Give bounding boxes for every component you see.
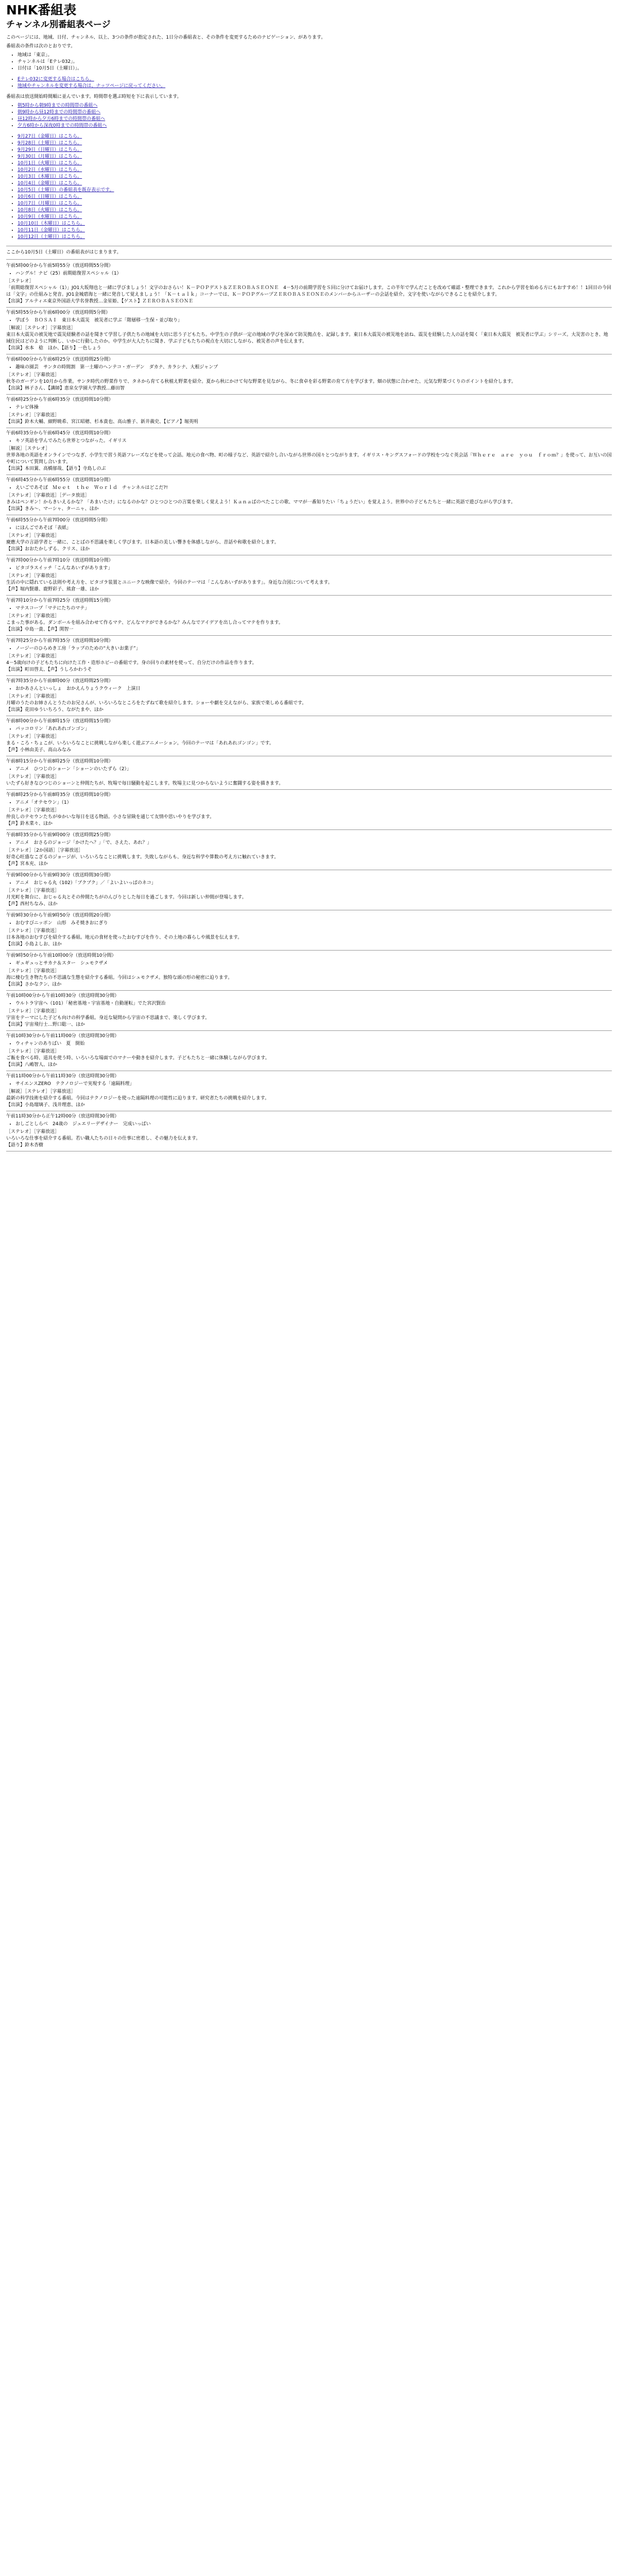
program-slot [6, 678, 612, 716]
program-title: • 学ぼう ＢＯＳＡＩ 東日本大震災 被災者に学ぶ「階層移一生保・並び取り」 [15, 317, 612, 324]
date-link-item [18, 154, 612, 160]
program-tags: ［ステレオ］ [6, 279, 34, 284]
condition-item: • 地域は「東京」。 [18, 52, 612, 59]
program-title: • にほんごであそぼ「表紙」 [15, 525, 612, 532]
program-detail-list [6, 766, 612, 773]
program-detail-list [6, 317, 612, 324]
program-cast: 【声】鈴木菜々、ほか [6, 821, 53, 826]
program-time: 午前9時30分から午前9時50分（放送時間20分間） [6, 913, 113, 918]
program-cast: 【出演】おおたかしずる、クリス、ほか [6, 547, 90, 552]
program-tags: ［ステレオ］［字幕放送］ [6, 1009, 60, 1014]
date-link-current[interactable]: 10月5日（土曜日）の番組表を既存表示です。 [18, 188, 114, 193]
date-link[interactable]: 10月2日（水曜日）はこちら。 [18, 167, 82, 173]
program-title: • ウルトラ宇宙へ（101）「秘密基地・宇宙基地・自動運転」でた宮沢賢治 [15, 1001, 612, 1007]
program-tags: ［ステレオ］［字幕放送］ [6, 928, 60, 934]
program-tags: ［解説］［ステレオ］ [6, 446, 50, 451]
program-desc: 宇宙をテーマにした子ども向けの科学番組。身近な疑問から宇宙の不思議まで、楽しく学びます。 [6, 1015, 210, 1021]
program-desc: 生活の中に隠れている法則や考え方を、ピタゴラ装置とユニークな映像で紹介。今回のテーマは「こんなあいずがあります」。身近な合図について考えます。 [6, 580, 333, 585]
program-desc: 海に棲む生き物たちの不思議な生態を紹介する番組。今回はシュモクザメ。独特な頭の形の秘密に迫ります。 [6, 975, 233, 980]
program-detail-list [6, 565, 612, 572]
date-link[interactable]: 10月4日（金曜日）はこちら。 [18, 181, 82, 186]
program-slot [6, 430, 612, 475]
program-cast: 【声】宮本充、ほか [6, 861, 48, 867]
program-slot [6, 1113, 612, 1151]
program-time: 午前6時00分から午前6時25分（放送時間25分間） [6, 357, 113, 362]
program-cast: 【出演】アルティエ東京外国語大学名誉教授…金星姫、【ゲスト】ＺＥＲＯＢＡＳＥＯＮＥ [6, 299, 194, 304]
program-title: • おかあさんといっしょ おかえんりょうクウィーク 上演日 [15, 686, 612, 692]
program-cast: 【出演】八嶋智人、ほか [6, 1062, 58, 1067]
program-detail-list [6, 438, 612, 445]
program-slot [6, 792, 612, 830]
date-link[interactable]: 9月30日（月曜日）はこちら。 [18, 154, 82, 159]
program-desc: 月曜のうたのお姉さんとうたのお兄さんが、いろいろなところをたずねて歌を紹介します。ショーや劇を交えながら、家族で楽しめる番組です。 [6, 701, 307, 706]
date-link[interactable]: 10月10日（木曜日）はこちら。 [18, 221, 85, 226]
program-slot [6, 397, 612, 428]
program-slot [6, 557, 612, 596]
time-link-item [18, 123, 612, 129]
program-tags: ［ステレオ］［字幕放送］ [6, 774, 60, 779]
date-link[interactable]: 10月8日（火曜日）はこちら。 [18, 208, 82, 213]
program-cast: 【出演】林子さん、【講師】恵泉女学園大学教授…藤田智 [6, 386, 125, 391]
date-link-item [18, 214, 612, 221]
time-link-morning[interactable]: 朝9時から昼12時までの時間帯の番組へ [18, 110, 101, 115]
program-title: • おしごとしらべ 24歳の ジュエリーデザイナー 完成いっぱい [15, 1121, 612, 1128]
date-link[interactable]: 10月9日（水曜日）はこちら。 [18, 214, 82, 219]
program-list [6, 263, 612, 1151]
nav-note: 番組表は放送開始時間順に並んでいます。時間帯を選ぶ時短を下に表示しています。 [6, 94, 182, 99]
program-tags: ［ステレオ］［字幕放送］ [6, 372, 60, 378]
program-time: 午前6時35分から午前6時45分（放送時間10分間） [6, 431, 113, 436]
program-title: • サイエンスZERO テクノロジーで実現する「遠隔料理」 [15, 1081, 612, 1088]
program-cast: 【出演】さかなクン、ほか [6, 982, 62, 987]
conditions-list [6, 52, 612, 72]
program-tags: ［ステレオ］［字幕放送］ [6, 808, 60, 813]
program-time: 午前11時30分から正午12時00分（放送時間30分間） [6, 1114, 119, 1119]
date-link[interactable]: 10月11日（金曜日）はこちら。 [18, 228, 85, 233]
program-time: 午前7時25分から午前7時35分（放送時間10分間） [6, 638, 113, 643]
divider [6, 595, 612, 596]
program-tags: ［ステレオ］［字幕放送］ [6, 573, 60, 579]
program-slot [6, 912, 612, 951]
date-link-item [18, 207, 612, 214]
program-detail-list [6, 960, 612, 967]
program-slot [6, 832, 612, 870]
date-link[interactable]: 9月29日（日曜日）はこちら。 [18, 147, 82, 152]
program-desc: 「前期総復習スペシャル（1）」JO1大坂翔也と一緒に学びましょう！文字のおさらい！Ｋ－ＰＯＰデスト＆ＺＥＲＯＢＡＳＥＯＮＥ 4－5月の前期学習をＳ回に分けてお届けします。この半年で学んだことを改めて確認・整理できます。これから学習を始める方にもおすすめ！！1回目の今回は「文字」の仕組みと発音。JO1金城碧海と一緒に発音して覚えましょう！「Ｋ－ｔａｌｋ」コーナーでは、Ｋ－ＰＯＰグループＺＥＲＯＢＡＳＥＯＮＥのメンバーからユーザーの会話を紹介。文字を使いながらできることを紹介します。 [6, 285, 611, 297]
program-tags: ［ステレオ］［字幕放送］ [6, 1129, 60, 1134]
program-time: 午前8時25分から午前8時35分（放送時間10分間） [6, 792, 113, 798]
schedule-intro: ここから10月5日（土曜日）の番組表がはじまります。 [6, 250, 122, 255]
date-link-item [18, 133, 612, 140]
program-detail-list [6, 270, 612, 277]
divider [6, 789, 612, 790]
program-slot [6, 357, 612, 395]
program-desc: こまった事がある。ダンボールを組み合わせて作るマテ、どんなマテができるかな？みんなでアイデアを出し合ってマテを作ります。 [6, 620, 283, 625]
program-title: • アニメ おじゃる丸（102）「プクプク」／「よいよいっぱのネコ」 [15, 880, 612, 887]
divider [6, 829, 612, 830]
program-time: 午前6時55分から午前7時00分（放送時間5分間） [6, 518, 111, 523]
program-detail-list [6, 605, 612, 612]
divider [6, 259, 612, 260]
program-desc: まる・ころ・ちょこが、いろいろなことに挑戦しながら楽しく遊ぶアニメーション。今回のテーマは「あれあれゴンゴン」です。 [6, 741, 274, 746]
program-time: 午前6時25分から午前6時35分（放送時間10分間） [6, 397, 113, 402]
program-tags: ［解説］［ステレオ］［字幕放送］ [6, 1089, 76, 1094]
program-cast: 【声】小林由美子、高山みなみ [6, 748, 72, 753]
program-tags: ［解説］［ステレオ］［字幕放送］ [6, 326, 76, 331]
program-title: • ウィチャンのありばい 夏 開始 [15, 1041, 612, 1047]
date-links [6, 133, 612, 241]
change-link-item [18, 76, 612, 83]
time-link-afternoon[interactable]: 昼12時から夕方6時までの時間帯の番組へ [18, 116, 106, 122]
program-time: 午前8時00分から午前8時15分（放送時間15分間） [6, 719, 113, 724]
program-slot [6, 1033, 612, 1071]
program-title: • アニメ おさるのジョージ「かけたへ？」「で、さえた、あれ？」 [15, 840, 612, 846]
program-detail-list [6, 686, 612, 692]
program-tags: ［ステレオ］［2か国語］［字幕放送］ [6, 848, 83, 853]
change-links [6, 76, 612, 90]
program-time: 午前9時00分から午前9時30分（放送時間30分間） [6, 873, 113, 878]
divider [6, 675, 612, 676]
time-link-evening[interactable]: 夕方6時から深夜0時までの時間帯の番組へ [18, 123, 107, 128]
site-title: NHK番組表 [6, 3, 77, 18]
program-desc: 最新の科学技術を紹介する番組。今回はテクノロジーを使った遠隔料理の可能性に迫ります。研究者たちの挑戦を紹介します。 [6, 1096, 270, 1101]
date-link-item [18, 180, 612, 187]
program-slot [6, 1073, 612, 1111]
program-cast: 【出演】小島よしお、ほか [6, 942, 62, 947]
program-detail-list [6, 525, 612, 532]
program-desc: 好奇心旺盛なこざるのジョージが、いろいろなことに挑戦します。失敗しながらも、身近な科学や算数の考え方に触れていきます。 [6, 855, 279, 860]
back-to-top-link[interactable]: 地域やチャンネルを変更する場合は、ナッツページに戻ってください。 [18, 83, 166, 89]
change-link-item [18, 83, 612, 90]
program-desc: いろいろな仕事を紹介する番組。若い職人たちの日々の仕事に密着し、その魅力を伝えます。 [6, 1136, 201, 1141]
program-time: 午前9時50分から午前10時00分（放送時間10分間） [6, 953, 116, 958]
program-time: 午前7時10分から午前7時25分（放送時間15分間） [6, 598, 113, 603]
program-title: • おむすびニッポン 山形 みそ焼きおにぎり [15, 920, 612, 927]
program-detail-list [6, 485, 612, 492]
program-cast: 【出演】水本 稔 ほか、【語り】一色しょう [6, 346, 101, 351]
change-channel-link[interactable]: Eテレ032に変更する場合はこちら。 [18, 77, 94, 82]
program-desc: 秋冬のガーデンを10月から作業。サンタ時代の野菜作りで、タネから育てる秋植え野菜を紹介。夏から秋にかけて旬な野菜を見ながら、冬に食卓を彩る野菜の育て方を学びます。畑の状態に合わせた、元気な野菜づくりのポイントを紹介します。 [6, 379, 516, 384]
program-title: • マテスコープ「マテにたちのマテ」 [15, 605, 612, 612]
program-detail-list [6, 880, 612, 887]
divider [6, 950, 612, 951]
program-time: 午前10時00分から午前10時30分（放送時間30分間） [6, 993, 119, 998]
program-detail-list [6, 920, 612, 927]
program-cast: 【声】堀内賢雄、鹿野彩子、熊倉一雄、ほか [6, 587, 99, 592]
program-detail-list [6, 1001, 612, 1007]
program-tags: ［ステレオ］［字幕放送］ [6, 694, 60, 699]
program-title: • アニメ「オテセウン」（1） [15, 800, 612, 806]
program-detail-list [6, 800, 612, 806]
date-link[interactable]: 9月27日（金曜日）はこちら。 [18, 134, 82, 139]
program-tags: ［ステレオ］［字幕放送］ [6, 533, 60, 538]
program-cast: 【出演】本田翼、高橋郁哉、【語り】寺島しのぶ [6, 466, 106, 471]
program-desc: ご飯を食べる時、道具を使う時、いろいろな場面でのマナーや動きを紹介します。子どもたちと一緒に体験しながら学びます。 [6, 1056, 270, 1061]
page-title: チャンネル別番組表ページ [6, 20, 111, 30]
date-link-item [18, 200, 612, 207]
date-link-item [18, 174, 612, 180]
program-detail-list [6, 1081, 612, 1088]
program-desc: きみはペンギン！からきいえるかな？「あまいたけ」になるのかな？ひとつひとつの言葉を楽しく覚えよう！Ｋａｎａぱのぺたこじの歌、ママが一番知りたい「ちょうだい」を覚えよう。世界中の子どもたちと一緒に英語で遊びながら学びます。 [6, 500, 516, 505]
program-detail-list [6, 364, 612, 371]
program-time: 午前5時00分から午前5時55分（放送時間55分間） [6, 263, 113, 268]
program-title: • 趣味の園芸 サンタの時間割 第一土曜のヘンテコ・ガーデン ダカナ、カラシナ、大根ジャンプ [15, 364, 612, 371]
divider [6, 1030, 612, 1031]
program-title: • テレビ体操 [15, 404, 612, 411]
page [0, 0, 618, 1151]
program-slot [6, 758, 612, 790]
program-time: 午前5時55分から午前6時00分（放送時間5分間） [6, 310, 111, 315]
divider [6, 307, 612, 308]
program-tags: ［ステレオ］［字幕放送］［データ放送］ [6, 493, 90, 498]
program-title: • えいごであそぼ Ｍｅｅｔ ｔｈｅ Ｗｏｒｌｄ チャンネルはどこだ?! [15, 485, 612, 492]
program-slot [6, 310, 612, 354]
program-cast: 【出演】町田啓太、【声】うしろかわうそ [6, 667, 92, 672]
time-links [6, 103, 612, 129]
date-link[interactable]: 10月6日（日曜日）はこちら。 [18, 194, 82, 199]
program-cast: 【語り】鈴木杏樹 [6, 1143, 44, 1148]
program-cast: 【声】西村ちなみ、ほか [6, 902, 58, 907]
program-time: 午前10時30分から午前11時00分（放送時間30分間） [6, 1033, 119, 1039]
program-detail-list [6, 646, 612, 652]
date-link-item [18, 234, 612, 241]
date-link[interactable]: 9月28日（土曜日）はこちら。 [18, 141, 82, 146]
divider [6, 474, 612, 475]
program-tags: ［ステレオ］［字幕放送］ [6, 969, 60, 974]
time-link-item [18, 103, 612, 109]
program-tags: ［ステレオ］［字幕放送］ [6, 734, 60, 739]
date-link-item [18, 147, 612, 154]
program-desc: いたずら好きなひつじのショーンと仲間たちが、牧場で毎日騒動を起こします。牧場主に見つからないように奮闘する姿を描きます。 [6, 781, 284, 786]
program-time: 午前6時45分から午前6時55分（放送時間10分間） [6, 478, 113, 483]
program-cast: 【出演】鈴木大輔、細野暁希、宮江昭穂、杉本貴也、高山雅子、新井義史、【ピアノ】堀英明 [6, 419, 198, 425]
conditions-title: 番組表の条件は次のとおりです。 [6, 44, 76, 49]
program-time: 午前8時15分から午前8時25分（放送時間10分間） [6, 759, 113, 764]
program-cast: 【出演】きみ～、マーシャ、ターニャ、ほか [6, 506, 99, 512]
program-slot [6, 872, 612, 910]
program-title: • キソ英語を学んでみたら世界とつながった。イギリス [15, 438, 612, 445]
program-slot [6, 993, 612, 1031]
program-tags: ［ステレオ］［字幕放送］ [6, 888, 60, 893]
program-time: 午前7時00分から午前7時10分（放送時間10分間） [6, 558, 113, 563]
program-tags: ［ステレオ］［字幕放送］ [6, 1049, 60, 1054]
program-title: • パッコロリン「あれあれゴンゴン」 [15, 726, 612, 733]
program-title: • ギュギュっとサカナ＆スター シュモクザメ [15, 960, 612, 967]
date-link-item [18, 160, 612, 167]
program-desc: 慶應大学の言語学者と一緒に、ことばの不思議を楽しく学びます。日本語の美しい響きを体感しながら、昔話や和歌を紹介します。 [6, 540, 279, 545]
program-title: • ピタゴラスイッチ「こんなあいずがあります」 [15, 565, 612, 572]
program-slot [6, 718, 612, 756]
date-link[interactable]: 10月7日（月曜日）はこちら。 [18, 201, 82, 206]
program-desc: 月光町を舞台に、おじゃる丸とその仲間たちがのんびりとした毎日を過ごします。今回は新しい仲間が登場します。 [6, 895, 247, 900]
program-tags: ［ステレオ］［字幕放送］ [6, 614, 60, 619]
time-link-early-morning[interactable]: 朝5時から朝9時までの時間帯の番組へ [18, 103, 98, 108]
program-time: 午前8時35分から午前9時00分（放送時間25分間） [6, 833, 113, 838]
divider [6, 635, 612, 636]
program-slot [6, 477, 612, 515]
program-desc: 世界各地の英語をオンラインでつなぎ、小学生で習う英語フレーズなどを使って会話。地元の食べ物、町の様子など、英語で紹介し合いながら世界の国々とつながります。イギリス・キングスフォードの学校をつなぐ英会話「Ｗｈｅｒｅ ａｒｅ ｙｏｕ ｆｒｏｍ？」を使って、お互いの国や町について質問し合います。 [6, 453, 612, 465]
condition-item: • 日付は「10月5日（土曜日）」。 [18, 65, 612, 72]
program-tags: ［ステレオ］［字幕放送］ [6, 654, 60, 659]
program-time: 午前7時35分から午前8時00分（放送時間25分間） [6, 679, 113, 684]
program-title: • アニメ ひつじのショーン「ショーンのいたずら（2）」 [15, 766, 612, 773]
condition-item: • チャンネルは「Eテレ032」。 [18, 59, 612, 65]
intro-text: このページには、地域、日付、チャンネル、以上、3つの条件が指定された、1日分の番組表と、その条件を変更するためのナビゲーション、があります。 [6, 35, 326, 40]
date-link-item [18, 140, 612, 147]
program-desc: 東日本大震災の被災地で震災経験者の話を聞きて学習し子供たちの地域を大切に思う子どもたち。中学生の子供が一定の地域の学びを深めて防災拠点を、記録します。東日本大震災の被災地を訪ね、震災を経験した人の話を聞く「東日本大震災 被災者に学ぶ」シリーズ。大災害のとき、地域住民はどのように判断し、いかに行動したのか。中学生が大人たちに聞き、学ぶ子どもたちの視点を大切にしながら、被災者の声を伝えます。 [6, 332, 608, 344]
program-slot [6, 517, 612, 555]
program-detail-list [6, 404, 612, 411]
program-detail-list [6, 1041, 612, 1047]
program-desc: 4－5歳向けの子どもたちに向けた工作・造形ホビーの番組です。身の回りの素材を使って、自分だけの作品を作ります。 [6, 660, 257, 666]
time-link-item [18, 109, 612, 116]
program-slot [6, 263, 612, 308]
date-link-item [18, 187, 612, 194]
program-detail-list [6, 1121, 612, 1128]
program-time: 午前11時00分から午前11時30分（放送時間30分間） [6, 1074, 119, 1079]
time-link-item [18, 116, 612, 123]
program-desc: 仲良しのテセウンたちがゆかいな毎日を送る物語。小さな冒険を通じて友情や思いやりを学びます。 [6, 815, 215, 820]
program-title: • ハングル！ナビ（25）前期総復習スペシャル（1） [15, 270, 612, 277]
date-link-item [18, 221, 612, 227]
program-desc: 日本各地のおむすびを紹介する番組。地元の食材を使ったおむすびを作り、その土地の暮らしや風景を伝えます。 [6, 935, 243, 940]
divider [6, 394, 612, 395]
program-detail-list [6, 726, 612, 733]
date-link[interactable]: 10月3日（木曜日）はこちら。 [18, 174, 82, 179]
program-title: • ノージーのひらめき工房「ラップのための“大きいお菓子”」 [15, 646, 612, 652]
date-link-item [18, 194, 612, 200]
date-link[interactable]: 10月12日（土曜日）はこちら。 [18, 234, 85, 240]
program-slot [6, 953, 612, 991]
date-link-item [18, 227, 612, 234]
date-link-item [18, 167, 612, 174]
program-cast: 【出演】宇宙飛行士…野口聡一、ほか [6, 1022, 85, 1027]
program-cast: 【出演】中島一貴、【声】関智一 [6, 627, 74, 632]
program-slot [6, 598, 612, 636]
program-tags: ［ステレオ］［字幕放送］ [6, 413, 60, 418]
program-detail-list [6, 840, 612, 846]
date-link[interactable]: 10月1日（火曜日）はこちら。 [18, 161, 82, 166]
program-cast: 【出演】小島瑠璃子、浅井理恵、ほか [6, 1103, 85, 1108]
divider [6, 990, 612, 991]
program-cast: 【出演】花田ゆういちろう、ながたまや、ほか [6, 707, 104, 713]
program-slot [6, 638, 612, 676]
